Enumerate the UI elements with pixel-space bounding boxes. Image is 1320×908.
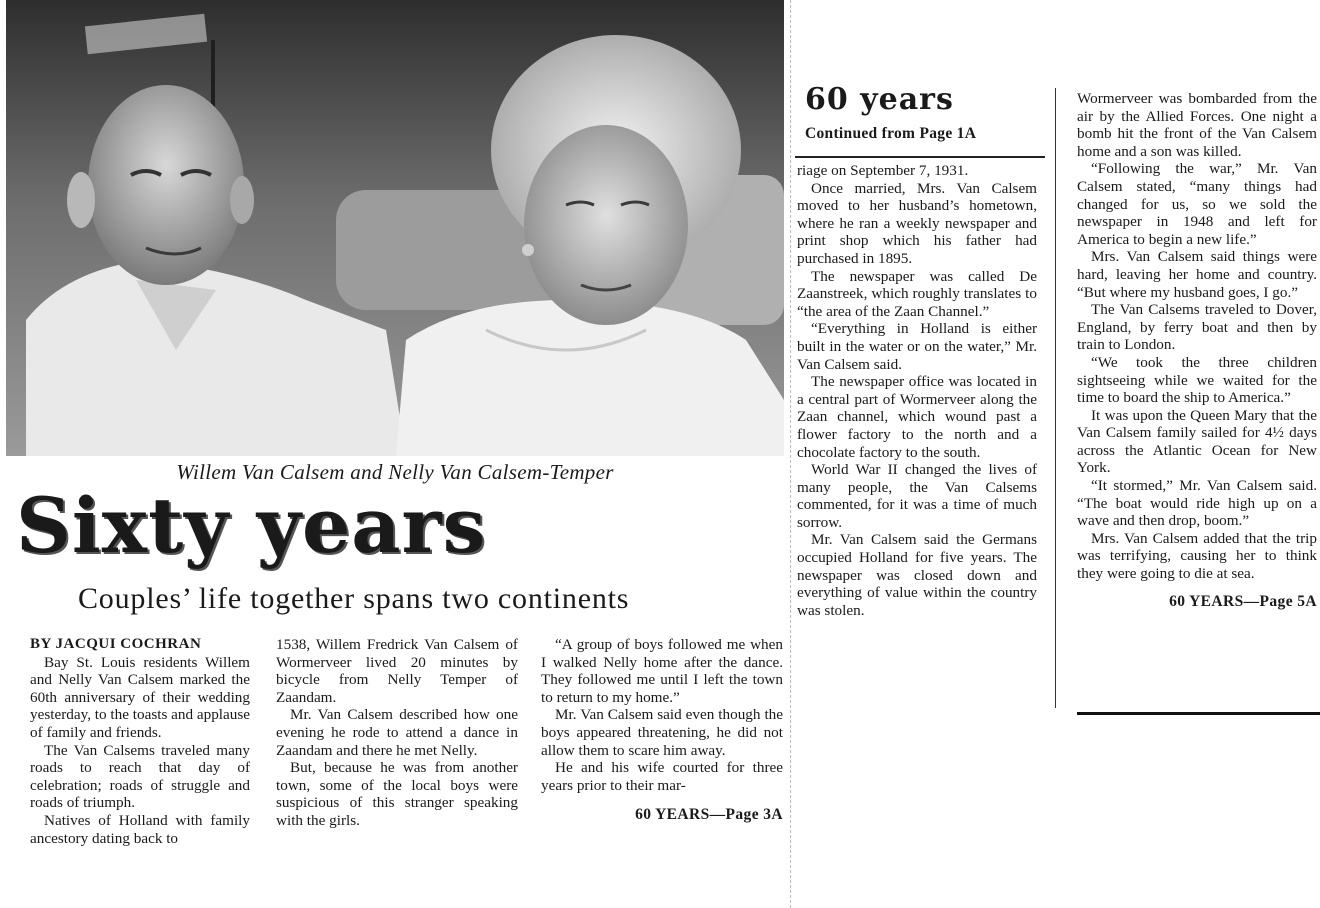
byline: BY JACQUI COCHRAN bbox=[30, 636, 202, 652]
paragraph: “Everything in Holland is either built in the water or on the water,” Mr. Van Calsem said. bbox=[797, 320, 1037, 373]
paragraph: He and his wife courted for three years prior to their mar- bbox=[541, 759, 783, 794]
paragraph: “A group of boys followed me when I walked Nelly home after the dance. They followed me until I left the town to return to my home.” bbox=[541, 636, 783, 706]
paragraph: “We took the three children sightseeing while we waited for the time to board the ship to America.” bbox=[1077, 353, 1317, 407]
paragraph: Mrs. Van Calsem said things were hard, leaving her home and country. “But where my husband goes, I go.” bbox=[1077, 248, 1317, 301]
article-column-1 bbox=[30, 636, 250, 847]
paragraph: Mr. Van Calsem said the Germans occupied Holland for five years. The newspaper was closed down and everything of value within the country was stolen. bbox=[797, 531, 1037, 619]
paragraph: Natives of Holland with family ancestory dating back to bbox=[30, 811, 250, 847]
paragraph: 1538, Willem Fredrick Van Calsem of Wormerveer lived 20 minutes by bicycle from Nelly Temper of Zaandam. bbox=[276, 636, 518, 706]
continuation-header: 60 years bbox=[805, 82, 954, 117]
paragraph: riage on September 7, 1931. bbox=[797, 162, 969, 179]
article-column-2 bbox=[276, 636, 518, 830]
jump-line: 60 YEARS—Page 3A bbox=[635, 806, 783, 824]
continuation-column-1 bbox=[797, 162, 1037, 619]
jump-line: 60 YEARS—Page 5A bbox=[1169, 592, 1317, 610]
paragraph: “It stormed,” Mr. Van Calsem said. “The boat would ride high up on a wave and then drop, boom.” bbox=[1077, 477, 1317, 530]
paragraph: But, because he was from another town, some of the local boys were suspicious of this stranger speaking with the girls. bbox=[276, 759, 518, 829]
paragraph: “Following the war,” Mr. Van Calsem stated, “many things had changed for us, so we sold the newspaper in 1948 and left for America to begin a new life.” bbox=[1077, 160, 1317, 248]
continuation-subheader: Continued from Page 1A bbox=[805, 125, 977, 142]
column-rule bbox=[1055, 88, 1056, 708]
couple-photo bbox=[6, 0, 784, 456]
bottom-rule bbox=[1077, 712, 1320, 715]
paragraph: Once married, Mrs. Van Calsem moved to her husband’s hometown, where he ran a weekly newspaper and print shop which his father had purchased in 1895. bbox=[797, 179, 1037, 267]
headline: Sixty years bbox=[16, 481, 487, 570]
continuation-column-2 bbox=[1077, 90, 1317, 610]
paragraph: The Van Calsems traveled many roads to reach that day of celebration; roads of struggle and roads of triumph. bbox=[30, 741, 250, 812]
paragraph: Mr. Van Calsem described how one evening he rode to attend a dance in Zaandam and there he met Nelly. bbox=[276, 706, 518, 759]
paragraph: Mrs. Van Calsem added that the trip was terrifying, causing her to think they were going to die at sea. bbox=[1077, 529, 1317, 583]
paragraph: Bay St. Louis residents Willem and Nelly Van Calsem marked the 60th anniversary of their wedding yesterday, to the toasts and applause of family and friends. bbox=[30, 653, 251, 741]
photo-caption: Willem Van Calsem and Nelly Van Calsem-Temper bbox=[176, 460, 614, 484]
clipping-divider bbox=[790, 0, 791, 908]
paragraph: The newspaper office was located in a central part of Wormerveer along the Zaan channel, which wound past a flower factory to the north and a chocolate factory to the south. bbox=[797, 373, 1037, 461]
photo-illustration bbox=[6, 0, 784, 456]
article-column-3 bbox=[541, 636, 783, 824]
paragraph: The newspaper was called De Zaanstreek, which roughly translates to “the area of the Zaan Channel.” bbox=[797, 267, 1037, 320]
paragraph: It was upon the Queen Mary that the Van Calsem family sailed for 4½ days across the Atlantic Ocean for New York. bbox=[1077, 406, 1317, 477]
paragraph: Wormerveer was bombarded from the air by the Allied Forces. One night a bomb hit the front of the Van Calsem home and a son was killed. bbox=[1077, 90, 1317, 160]
subheadline: Couples’ life together spans two continents bbox=[78, 582, 630, 615]
continuation-rule bbox=[795, 156, 1045, 158]
paragraph: Mr. Van Calsem said even though the boys appeared threatening, he did not allow them to scare him away. bbox=[541, 706, 783, 759]
paragraph: World War II changed the lives of many people, the Van Calsems commented, for it was a time of much sorrow. bbox=[797, 461, 1037, 531]
paragraph: The Van Calsems traveled to Dover, England, by ferry boat and then by train to London. bbox=[1077, 301, 1317, 354]
